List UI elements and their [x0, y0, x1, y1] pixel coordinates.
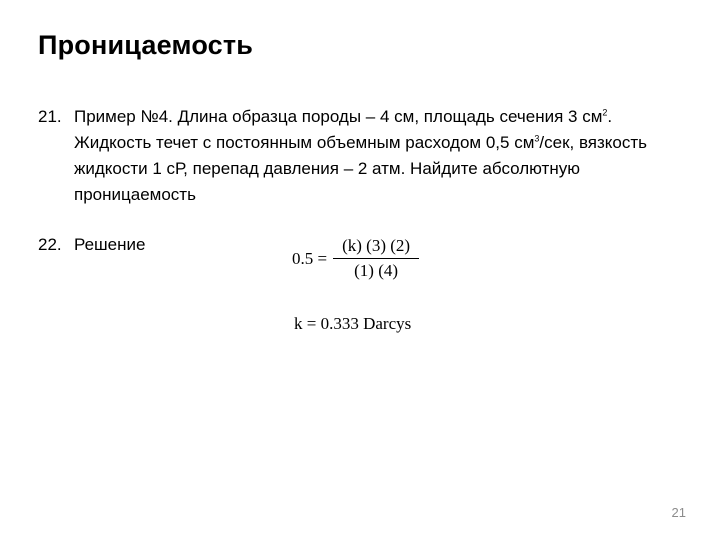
equation-fraction — [333, 236, 419, 281]
darcy-equation — [292, 236, 419, 281]
problem-text-main: Пример №4. Длина образца породы – 4 см, площадь сечения 3 см — [74, 107, 603, 126]
slide-title: Проницаемость — [38, 30, 254, 60]
list-item-number: 22. — [38, 235, 62, 254]
problem-text-mid: . Жидкость течет с постоянным объемным расходом 0,5 см — [74, 107, 613, 152]
page-number: 21 — [671, 505, 686, 520]
equation-lhs: 0.5 = — [292, 248, 328, 268]
fraction-denominator: (1) (4) — [354, 261, 399, 280]
problem-text-end: /сек, вязкость жидкости 1 сР, перепад давления – 2 атм. Найдите абсолютную проницаемость — [74, 133, 648, 204]
list-item-number: 21. — [38, 107, 62, 126]
solution-label: Решение — [74, 235, 146, 254]
fraction-numerator: (k) (3) (2) — [342, 236, 411, 255]
area-exponent: 2 — [602, 107, 608, 118]
list-item-21 — [38, 104, 694, 208]
equation-result: k = 0.333 Darcys — [294, 314, 412, 333]
problem-statement — [74, 104, 694, 208]
volume-exponent: 3 — [534, 133, 540, 144]
